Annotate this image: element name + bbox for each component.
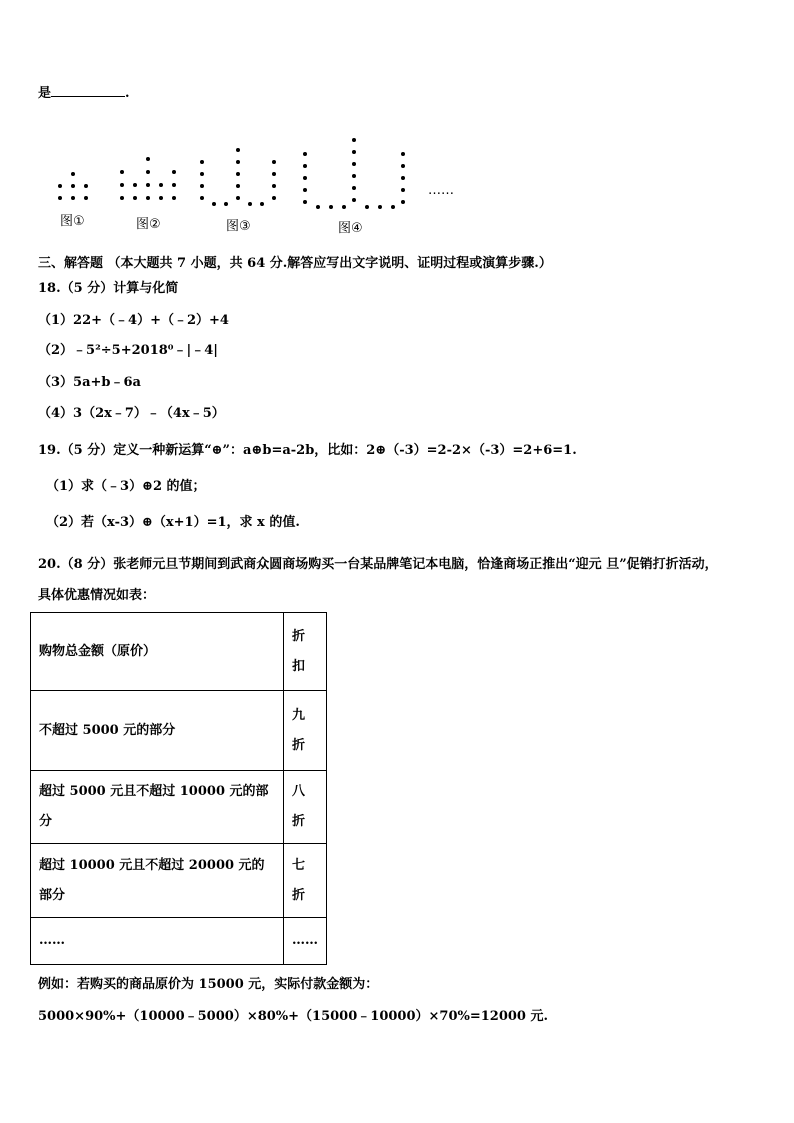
discount-cell — [284, 771, 327, 844]
figure-1-label: 图① — [60, 214, 85, 229]
figure-2-dots — [120, 157, 176, 200]
q19-item-1: （1）求（﹣3）⊕2 的值； — [46, 479, 206, 494]
section-3-title: 三、解答题 （本大题共 7 小题，共 64 分.解答应写出文字说明、证明过程或演算步骤.） — [38, 256, 552, 271]
answer-blank — [51, 84, 125, 97]
amount-cell: 超过 5000 元且不超过 10000 元的部分 — [31, 771, 284, 844]
header-discount-text: 折扣 — [292, 628, 306, 674]
amount-cell: …… — [31, 918, 284, 965]
q18-item-4: （4）3（2x﹣7）﹣（4x﹣5） — [38, 406, 225, 421]
q17-answer-line — [38, 84, 130, 102]
figure-1-dots — [58, 172, 88, 200]
q20-subtitle: 具体优惠情况如表： — [38, 588, 156, 603]
figure-3-dots — [200, 148, 276, 206]
figure-3-label: 图③ — [226, 219, 251, 234]
discount-text: 九折 — [292, 707, 306, 753]
header-discount-cell — [284, 613, 327, 691]
amount-text: 超过 10000 元且不超过 20000 元的部分 — [39, 857, 265, 903]
q17-prefix: 是 — [38, 86, 52, 101]
q19-title: 19.（5 分）定义一种新运算“⊕”：a⊕b=a-2b，比如：2⊕（-3）=2-2×（-3）=2+6=1. — [38, 443, 577, 458]
table-header-row — [31, 613, 327, 691]
discount-cell — [284, 844, 327, 918]
discount-text: 七折 — [292, 857, 306, 903]
q18-title: 18.（5 分）计算与化简 — [38, 281, 179, 296]
amount-cell: 不超过 5000 元的部分 — [31, 691, 284, 771]
figure-2-label: 图② — [136, 217, 161, 232]
figures-ellipsis: …… — [428, 183, 454, 198]
header-amount-cell: 购物总金额（原价） — [31, 613, 284, 691]
figure-4-label: 图④ — [338, 221, 363, 236]
q20-example-line-2: 5000×90%+（10000﹣5000）×80%+（15000﹣10000）×70%=12000 元. — [38, 1009, 549, 1024]
table-row — [31, 918, 327, 965]
q20-title: 20.（8 分）张老师元旦节期间到武商众圆商场购买一台某品牌笔记本电脑，恰逢商场正推出“迎元 旦”促销打折活动， — [38, 557, 718, 572]
dot-pattern-figures — [48, 132, 468, 240]
discount-text: 八折 — [292, 784, 306, 829]
discount-cell — [284, 691, 327, 771]
q17-suffix: . — [125, 86, 130, 101]
q19-item-2: （2）若（x-3）⊕（x+1）=1，求 x 的值. — [46, 515, 300, 530]
table-row — [31, 691, 327, 771]
discount-table — [30, 612, 327, 965]
discount-cell: …… — [284, 918, 327, 965]
q18-item-3: （3）5a+b﹣6a — [38, 375, 141, 390]
figure-4-dots — [303, 138, 405, 209]
amount-cell — [31, 844, 284, 918]
q18-item-1: （1）22+（﹣4）+（﹣2）+4 — [38, 313, 229, 328]
q20-example-line-1: 例如：若购买的商品原价为 15000 元，实际付款金额为： — [38, 977, 379, 992]
q18-item-2: （2）﹣5²÷5+2018⁰﹣|﹣4| — [38, 343, 218, 358]
table-row — [31, 844, 327, 918]
table-row — [31, 771, 327, 844]
